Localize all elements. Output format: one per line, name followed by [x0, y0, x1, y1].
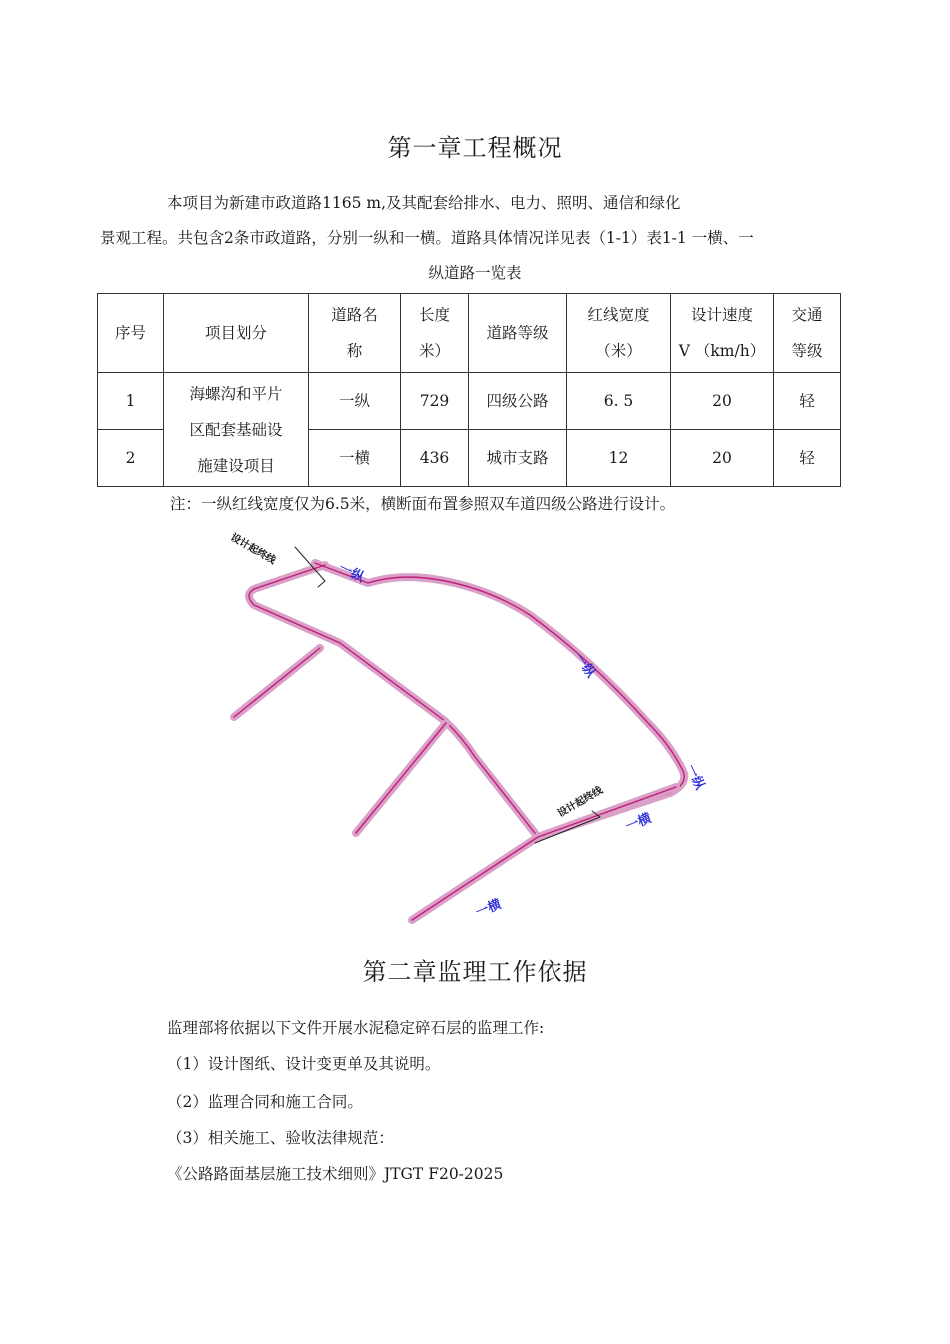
cell-traffic: 轻 [774, 373, 841, 430]
branch-road-2-center [356, 723, 446, 833]
table-caption: 纵道路一览表 [428, 264, 522, 282]
road-layout-plan [200, 525, 720, 930]
table-note: 注：一纵红线宽度仅为6.5米，横断面布置参照双车道四级公路进行设计。 [170, 495, 676, 513]
header-speed: 设计速度 V （km/h） [671, 294, 774, 373]
cell-speed: 20 [671, 430, 774, 487]
label-zong-1: 一纵 [336, 561, 367, 586]
header-road-name: 道路名 称 [309, 294, 401, 373]
cell-name: 一纵 [309, 373, 401, 430]
cell-traffic: 轻 [774, 430, 841, 487]
paragraph-line-2: 景观工程。共包含2条市政道路，分别一纵和一横。道路具体情况详见表（1-1）表1-1 一横、一 [100, 229, 754, 247]
road-zong-center [249, 563, 684, 837]
table-header-row [98, 294, 841, 373]
cell-seq: 1 [98, 373, 164, 430]
cell-length: 436 [401, 430, 469, 487]
label-zong-2: 一纵 [570, 650, 598, 681]
chapter2-intro: 监理部将依据以下文件开展水泥稳定碎石层的监理工作: [167, 1019, 545, 1037]
header-redline: 红线宽度 （米） [567, 294, 671, 373]
header-seq: 序号 [98, 294, 164, 373]
header-project: 项目划分 [164, 294, 309, 373]
branch-road-1-center [234, 648, 320, 717]
list-item: （1）设计图纸、设计变更单及其说明。 [167, 1055, 441, 1073]
road-table [97, 293, 841, 487]
list-item: （3）相关施工、验收法律规范： [167, 1129, 394, 1147]
cell-grade: 城市支路 [469, 430, 567, 487]
label-boundary-1: 设计起终线 [228, 532, 278, 567]
chapter2-title: 第二章监理工作依据 [362, 958, 588, 986]
header-traffic: 交通 等级 [774, 294, 841, 373]
cell-length: 729 [401, 373, 469, 430]
header-length: 长度 米） [401, 294, 469, 373]
paragraph-line-1: 本项目为新建市政道路1165 m,及其配套给排水、电力、照明、通信和绿化 [167, 194, 681, 212]
cell-speed: 20 [671, 373, 774, 430]
label-zong-3: 一纵 [682, 762, 707, 793]
cell-width: 12 [567, 430, 671, 487]
label-heng-1: 一横 [623, 811, 654, 835]
header-grade: 道路等级 [469, 294, 567, 373]
chapter1-title: 第一章工程概况 [387, 134, 563, 162]
cell-name: 一横 [309, 430, 401, 487]
list-item: （2）监理合同和施工合同。 [167, 1093, 363, 1111]
table-row [98, 373, 841, 430]
label-heng-2: 一横 [473, 897, 504, 921]
road-zong-edge [249, 563, 684, 837]
cell-project: 海螺沟和平片 区配套基础设 施建设项目 [164, 373, 309, 487]
standard-reference: 《公路路面基层施工技术细则》JTGT F20-2025 [167, 1165, 504, 1183]
cell-grade: 四级公路 [469, 373, 567, 430]
label-boundary-2: 设计起终线 [556, 785, 605, 820]
cell-width: 6. 5 [567, 373, 671, 430]
cell-seq: 2 [98, 430, 164, 487]
